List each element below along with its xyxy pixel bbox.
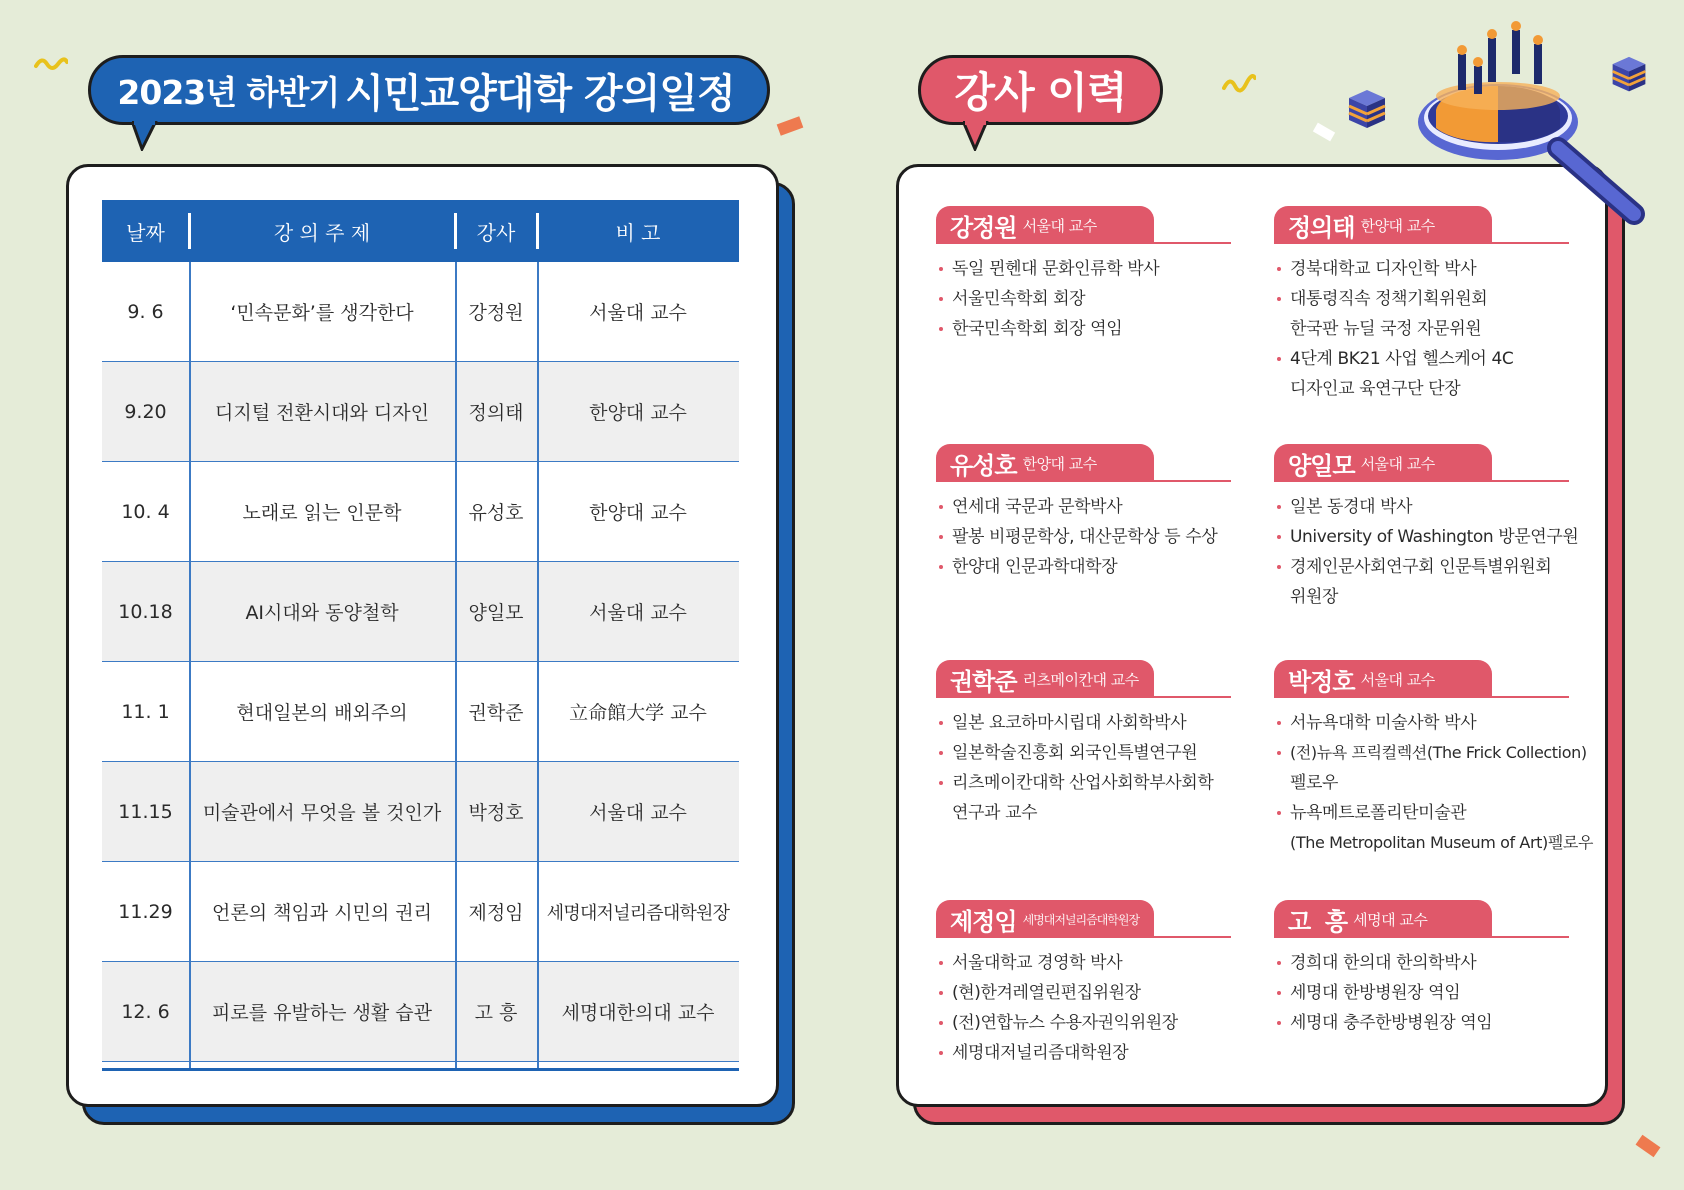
confetti-decoration xyxy=(1313,123,1335,142)
career-item-continued: 위원장 xyxy=(1290,587,1339,607)
career-item: 일본 동경대 박사 xyxy=(1274,492,1584,522)
row-lecturer: 강정원 xyxy=(468,302,524,324)
career-item: (현)한겨레열린편집위원장 xyxy=(936,978,1246,1008)
career-item: 리츠메이칸대학 산업사회학부사회학 xyxy=(936,768,1246,798)
row-date: 10.18 xyxy=(118,600,173,623)
instructor-name: 정의태 xyxy=(1288,213,1355,242)
career-item: (전)연합뉴스 수용자권익위원장 xyxy=(936,1008,1246,1038)
career-item: 세명대 충주한방병원장 역임 xyxy=(1274,1008,1584,1038)
career-item: 팔봉 비평문학상, 대산문학상 등 수상 xyxy=(936,522,1246,552)
row-note: 서울대 교수 xyxy=(589,302,687,324)
instructor-card xyxy=(936,900,1246,1068)
career-item-continued: 한국판 뉴딜 국정 자문위원 xyxy=(1290,319,1482,339)
row-topic: 언론의 책임과 시민의 권리 xyxy=(211,902,432,924)
row-note: 세명대저널리즘대학원장 xyxy=(546,902,730,924)
row-date: 11.15 xyxy=(118,800,173,823)
instructor-affiliation: 서울대 교수 xyxy=(1022,216,1097,235)
schedule-title-prefix: 2023년 하반기 xyxy=(117,72,340,112)
career-item: 경희대 한의대 한의학박사 xyxy=(1274,948,1584,978)
career-item: 서울민속학회 회장 xyxy=(936,284,1246,314)
squiggle-decoration-right xyxy=(1222,74,1256,96)
row-topic: 노래로 읽는 인문학 xyxy=(242,502,402,524)
instructor-name: 권학준 xyxy=(950,667,1017,696)
row-lecturer: 제정임 xyxy=(468,902,524,924)
instructors-title-bubble xyxy=(918,55,1163,125)
career-item: 세명대저널리즘대학원장 xyxy=(936,1038,1246,1068)
career-item: 대통령직속 정책기획위원회 xyxy=(1274,284,1584,314)
column-divider xyxy=(189,262,191,1070)
instructors-title: 강사 이력 xyxy=(954,68,1127,117)
instructor-tag xyxy=(1274,660,1492,698)
header-topic: 강 의 주 제 xyxy=(273,220,371,245)
row-lecturer: 권학준 xyxy=(468,702,524,724)
row-note: 한양대 교수 xyxy=(589,402,687,424)
instructor-tag xyxy=(936,900,1154,938)
career-item: (전)뉴욕 프릭컬렉션(The Frick Collection) xyxy=(1274,738,1584,768)
schedule-title-bubble xyxy=(88,55,770,125)
bubble-tail xyxy=(132,121,158,151)
career-item: 한국민속학회 회장 역임 xyxy=(936,314,1246,344)
row-topic: 피로를 유발하는 생활 습관 xyxy=(211,1002,432,1024)
instructor-tag xyxy=(1274,206,1492,244)
instructor-tag xyxy=(1274,900,1492,938)
career-item: 뉴욕메트로폴리탄미술관 xyxy=(1274,798,1584,828)
instructor-affiliation: 세명대 교수 xyxy=(1353,910,1428,929)
instructor-tag xyxy=(1274,444,1492,482)
instructor-tag xyxy=(936,206,1154,244)
row-topic: 미술관에서 무엇을 볼 것인가 xyxy=(202,802,442,824)
schedule-table xyxy=(102,200,739,1062)
career-item: University of Washington 방문연구원 xyxy=(1274,522,1584,552)
instructor-name: 양일모 xyxy=(1288,451,1355,480)
career-item-continued: 연구과 교수 xyxy=(952,803,1038,823)
instructor-name: 박정호 xyxy=(1288,667,1355,696)
row-date: 10. 4 xyxy=(121,500,170,523)
instructor-tag xyxy=(936,444,1154,482)
table-row xyxy=(102,262,739,362)
table-row xyxy=(102,562,739,662)
row-lecturer: 고 흥 xyxy=(474,1002,518,1024)
row-date: 9. 6 xyxy=(127,300,164,323)
row-lecturer: 박정호 xyxy=(468,802,524,824)
career-item: 연세대 국문과 문학박사 xyxy=(936,492,1246,522)
table-row xyxy=(102,662,739,762)
table-row xyxy=(102,362,739,462)
row-lecturer: 유성호 xyxy=(468,502,524,524)
career-item: 서뉴욕대학 미술사학 박사 xyxy=(1274,708,1584,738)
career-item: 독일 뮌헨대 문화인류학 박사 xyxy=(936,254,1246,284)
career-item-continued: (The Metropolitan Museum of Art)펠로우 xyxy=(1290,833,1594,852)
instructor-affiliation: 리츠메이칸대 교수 xyxy=(1022,670,1139,689)
row-note: 서울대 교수 xyxy=(589,802,687,824)
instructor-card xyxy=(1274,206,1584,404)
column-divider xyxy=(455,262,457,1070)
table-bottom-rule xyxy=(102,1068,739,1071)
row-lecturer: 양일모 xyxy=(468,602,524,624)
row-topic: ‘민속문화’를 생각한다 xyxy=(230,302,414,324)
career-item-continued: 디자인교 육연구단 단장 xyxy=(1290,379,1461,399)
instructor-name: 제정임 xyxy=(950,907,1017,936)
instructor-affiliation: 한양대 교수 xyxy=(1022,454,1097,473)
career-item: 일본 요코하마시립대 사회학박사 xyxy=(936,708,1246,738)
row-note: 서울대 교수 xyxy=(589,602,687,624)
career-item-continued: 펠로우 xyxy=(1290,773,1339,793)
bubble-tail xyxy=(963,121,989,151)
instructor-card xyxy=(936,206,1246,344)
table-header xyxy=(102,200,739,262)
row-date: 11.29 xyxy=(118,900,173,923)
column-divider xyxy=(537,262,539,1070)
row-topic: 디지털 전환시대와 디자인 xyxy=(215,402,429,424)
row-note: 세명대한의대 교수 xyxy=(561,1002,715,1024)
header-lecturer: 강사 xyxy=(476,220,516,245)
table-row xyxy=(102,462,739,562)
row-topic: 현대일본의 배외주의 xyxy=(236,702,408,724)
instructor-affiliation: 세명대저널리즘대학원장 xyxy=(1022,912,1140,927)
cube-stack-icon xyxy=(1347,88,1387,132)
row-topic: AI시대와 동양철학 xyxy=(245,602,399,624)
row-lecturer: 정의태 xyxy=(468,402,524,424)
squiggle-decoration-left xyxy=(34,54,68,76)
header-note: 비 고 xyxy=(615,220,661,245)
schedule-title-main: 시민교양대학 강의일정 xyxy=(345,70,735,117)
career-item: 4단계 BK21 사업 헬스케어 4C xyxy=(1274,344,1584,374)
instructor-affiliation: 한양대 교수 xyxy=(1360,216,1435,235)
instructor-affiliation: 서울대 교수 xyxy=(1360,670,1435,689)
confetti-decoration xyxy=(1636,1135,1661,1157)
table-row xyxy=(102,762,739,862)
row-note: 立命館大学 교수 xyxy=(569,702,707,724)
career-item: 경제인문사회연구회 인문특별위원회 xyxy=(1274,552,1584,582)
career-item: 일본학술진흥회 외국인특별연구원 xyxy=(936,738,1246,768)
instructor-tag xyxy=(936,660,1154,698)
career-item: 경북대학교 디자인학 박사 xyxy=(1274,254,1584,284)
instructor-card xyxy=(1274,660,1594,858)
career-item: 한양대 인문과학대학장 xyxy=(936,552,1246,582)
instructor-affiliation: 서울대 교수 xyxy=(1360,454,1435,473)
row-date: 12. 6 xyxy=(121,1000,170,1023)
header-date: 날짜 xyxy=(126,220,165,245)
instructor-name: 고 흥 xyxy=(1288,907,1348,936)
instructor-card xyxy=(1274,444,1584,612)
instructor-card xyxy=(1274,900,1584,1038)
row-date: 9.20 xyxy=(124,400,167,423)
instructor-name: 유성호 xyxy=(950,451,1017,480)
instructor-name: 강정원 xyxy=(950,213,1017,242)
career-item: 세명대 한방병원장 역임 xyxy=(1274,978,1584,1008)
confetti-decoration xyxy=(777,116,804,135)
table-row xyxy=(102,862,739,962)
career-item: 서울대학교 경영학 박사 xyxy=(936,948,1246,978)
instructor-card xyxy=(936,660,1246,828)
table-row xyxy=(102,962,739,1062)
magnifier-chart-illustration xyxy=(1408,18,1654,232)
instructor-card xyxy=(936,444,1246,582)
row-note: 한양대 교수 xyxy=(589,502,687,524)
row-date: 11. 1 xyxy=(121,700,170,723)
